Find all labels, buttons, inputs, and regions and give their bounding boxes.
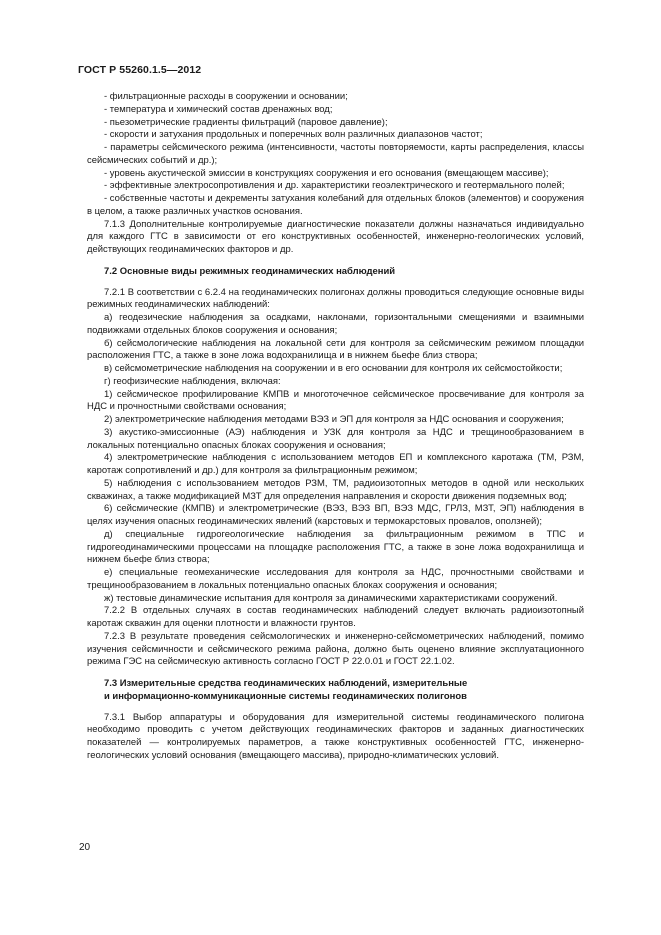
- standard-code-header: ГОСТ Р 55260.1.5—2012: [78, 64, 202, 76]
- list-item: - уровень акустической эмиссии в конструкциях сооружения и его основания (вмещающем массиве);: [104, 167, 549, 179]
- list-item: - параметры сейсмического режима (интенсивности, частоты повторяемости, карты распределения, классы сейсмических событий и др.);: [87, 142, 584, 166]
- list-item: - эффективные электросопротивления и др. характеристики геоэлектрического и геотермального полей;: [104, 180, 565, 192]
- list-item: е) специальные геомеханические исследования для контроля за НДС, прочностными свойствами и трещинообразованием в локальных потенциально опасных блоках сооружения и основания;: [87, 567, 584, 591]
- list-item: д) специальные гидрогеологические наблюдения за фильтрационным режимом в ТПС и гидрогеодинамическими процессами на площадке расположения ГТС, а также в зоне ложа водохранилища и нижнем бьефе близ створа;: [87, 528, 584, 566]
- list-item: б) сейсмологические наблюдения на локальной сети для контроля за сейсмическим режимом площадки расположения ГТС, а также в зоне ложа водохранилища и в нижнем бьефе близ створа;: [87, 337, 584, 362]
- clause-7-2-1: 7.2.1 В соответствии с 6.2.4 на геодинамических полигонах должны проводиться следующие основные виды режимных геодинамических наблюдений:: [87, 286, 584, 311]
- section-7-3-heading-line2: и информационно-коммуникационные системы геодинамических полигонов: [104, 690, 467, 702]
- document-body: [87, 91, 584, 763]
- section-7-2-heading: 7.2 Основные виды режимных геодинамических наблюдений: [104, 265, 396, 277]
- clause-7-1-3: 7.1.3 Дополнительные контролируемые диагностические показатели должны назначаться индивидуально для каждого ГТС в зависимости от его конструктивных особенностей, инженерно-геологических условий, действующих геодинамических факторов и др.: [87, 218, 584, 255]
- list-item: 1) сейсмическое профилирование КМПВ и многоточечное сейсмическое просвечивание для контроля за НДС и прочностными свойствами основания;: [87, 388, 584, 413]
- list-item: г) геофизические наблюдения, включая:: [104, 375, 281, 387]
- list-item: 3) акустико-эмиссионные (АЭ) наблюдения и УЗК для контроля за НДС и трещинообразованием в локальных потенциально опасных блоках сооружения и основания;: [87, 426, 584, 451]
- list-item: - собственные частоты и декременты затухания колебаний для отдельных блоков (элементов) и сооружения в целом, а также различных участков основания.: [87, 193, 584, 217]
- clause-7-3-1: 7.3.1 Выбор аппаратуры и оборудования для измерительной системы геодинамического полигона необходимо проводить с учетом действующих геодинамических факторов и заданных диагностических показателей — контролируемых параметров, а также конструктивных особенностей ГТС, инженерно-геологических условий основания (вмещающего массива), природно-климатических условий.: [87, 711, 584, 761]
- list-item: - пьезометрические градиенты фильтраций (паровое давление);: [104, 116, 388, 128]
- clause-7-2-2: 7.2.2 В отдельных случаях в состав геодинамических наблюдений следует включать радиоизотопный каротаж скважин для оценки плотности и влажности грунтов.: [87, 605, 584, 629]
- list-item: - температура и химический состав дренажных вод;: [104, 103, 333, 115]
- list-item: 2) электрометрические наблюдения методами ВЭЗ и ЭП для контроля за НДС основания и сооружения;: [104, 414, 564, 425]
- list-item: 6) сейсмические (КМПВ) и электрометрические (ВЭЗ, ВЭЗ ВП, ВЭЗ МДС, ГРЛЗ, МЗТ, ЭП) наблюдения в целях изучения опасных геодинамических явлений (карстовых и термокарстовых провалов, оползней);: [87, 503, 584, 527]
- list-item: - фильтрационные расходы в сооружении и основании;: [104, 91, 348, 102]
- section-7-3-heading-line1: 7.3 Измерительные средства геодинамических наблюдений, измерительные: [104, 678, 468, 689]
- page-number: 20: [79, 842, 91, 853]
- list-item: 4) электрометрические наблюдения с использованием методов ЕП и комплексного каротажа (ТМ, РЗМ, каротаж сопротивлений и др.) для контроля за фильтрационным режимом;: [87, 452, 584, 476]
- list-item: а) геодезические наблюдения за осадками, наклонами, горизонтальными смещениями и взаимными подвижками отдельных блоков сооружения и основания;: [87, 312, 584, 336]
- list-item: ж) тестовые динамические испытания для контроля за динамическими характеристиками сооружений.: [104, 592, 558, 604]
- list-item: 5) наблюдения с использованием методов РЗМ, ТМ, радиоизотопных методов в одной или нескольких скважинах, а также модификацией МЗТ для определения направления и скорости движения подземных вод;: [87, 477, 584, 502]
- clause-7-2-3: 7.2.3 В результате проведения сейсмологических и инженерно-сейсмометрических наблюдений, помимо изучения сейсмичности и сейсмического режима района, должно быть оценено влияние эксплуатационного режима ГЭС на сейсмическую активность согласно ГОСТ Р 22.0.01 и ГОСТ 22.1.02.: [87, 630, 584, 668]
- list-item: - скорости и затухания продольных и поперечных волн различных диапазонов частот;: [104, 129, 483, 141]
- list-item: в) сейсмометрические наблюдения на сооружении и в его основании для контроля их сейсмостойкости;: [104, 363, 563, 374]
